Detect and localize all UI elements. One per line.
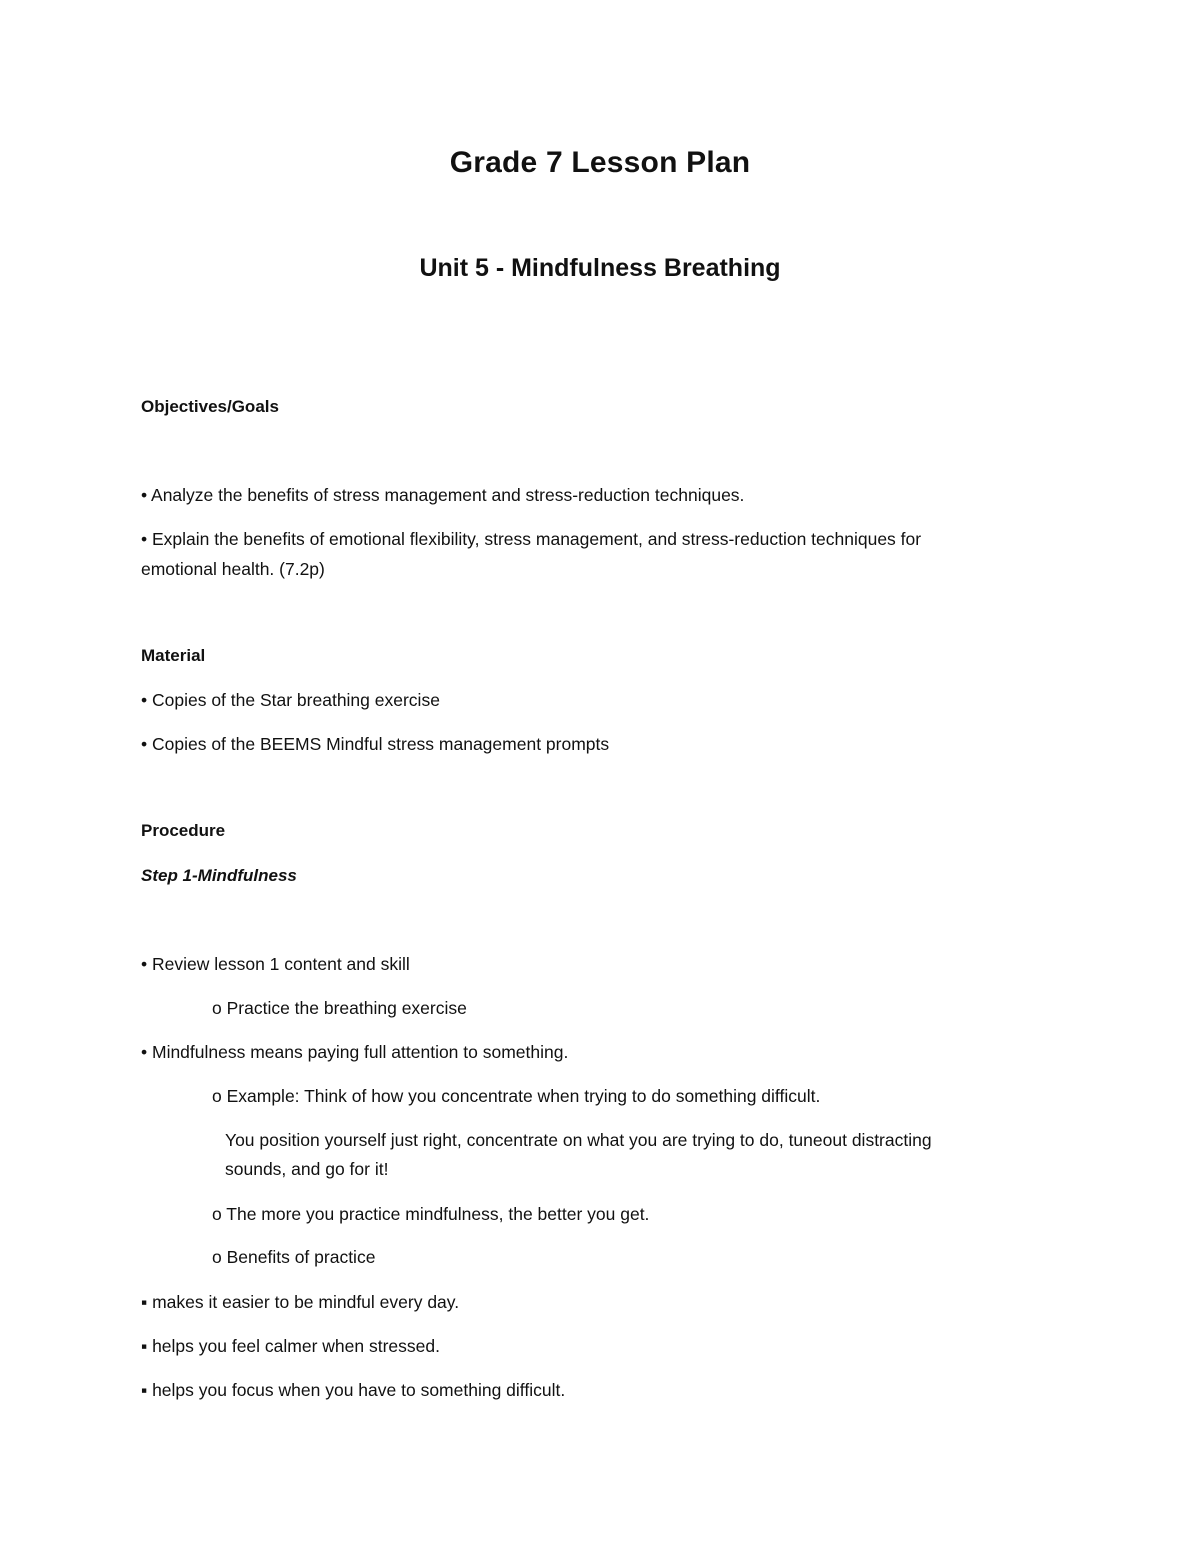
benefit-item: ▪ helps you focus when you have to something difficult. <box>141 1380 566 1400</box>
procedure-subitem: o Practice the breathing exercise <box>212 998 467 1018</box>
procedure-example-text: You position yourself just right, concentrate on what you are trying to do, tuneout distracting <box>225 1130 932 1150</box>
procedure-subitem: o Example: Think of how you concentrate when trying to do something difficult. <box>212 1086 821 1106</box>
procedure-example-text: sounds, and go for it! <box>225 1159 389 1179</box>
benefit-item: ▪ makes it easier to be mindful every day. <box>141 1292 460 1312</box>
objective-item-continued: emotional health. (7.2p) <box>141 559 325 579</box>
procedure-subitem: o The more you practice mindfulness, the better you get. <box>212 1204 650 1224</box>
objective-item: • Explain the benefits of emotional flexibility, stress management, and stress-reduction techniques for <box>141 529 922 549</box>
objective-item: • Analyze the benefits of stress management and stress-reduction techniques. <box>141 485 745 505</box>
procedure-subitem: o Benefits of practice <box>212 1247 376 1267</box>
procedure-bullet: • Mindfulness means paying full attention to something. <box>141 1042 569 1062</box>
procedure-bullet: • Review lesson 1 content and skill <box>141 954 410 974</box>
material-item: • Copies of the Star breathing exercise <box>141 690 440 710</box>
document-subtitle: Unit 5 - Mindfulness Breathing <box>419 254 781 282</box>
step-1-title: Step 1-Mindfulness <box>141 866 297 885</box>
objectives-heading: Objectives/Goals <box>141 397 279 416</box>
document-title: Grade 7 Lesson Plan <box>449 146 751 179</box>
material-item: • Copies of the BEEMS Mindful stress management prompts <box>141 734 610 754</box>
benefit-item: ▪ helps you feel calmer when stressed. <box>141 1336 440 1356</box>
material-heading: Material <box>141 646 206 665</box>
procedure-heading: Procedure <box>141 821 226 840</box>
